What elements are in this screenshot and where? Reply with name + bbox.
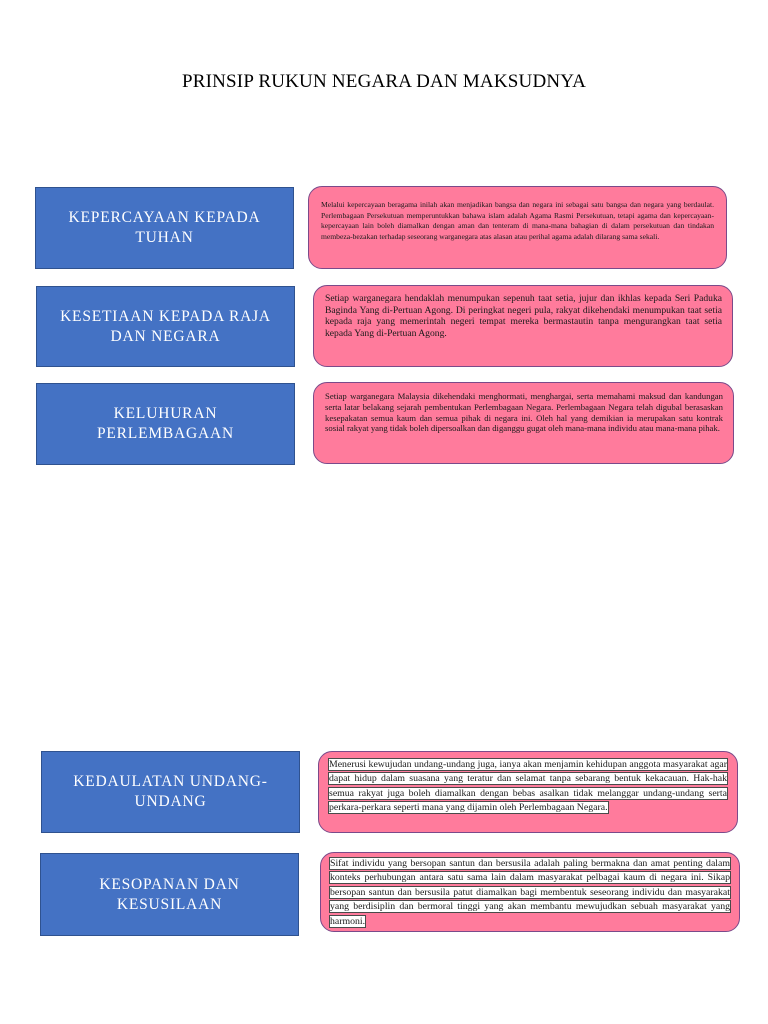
- description-text: Setiap warganegara Malaysia dikehendaki menghormati, menghargai, serta memahami maksud dan kandungan serta latar belakang sejarah pembentukan Perlembagaan Negara. Perlembagaan Negara telah digubal berasaskan kesepakatan semua kaum dan semua pihak di negara ini. Oleh hal yang demikian ia merupakan satu kontrak sosial rakyat yang tidak boleh dipersoalkan dan diganggu gugat oleh mana-mana individu atau mana-mana pihak.: [325, 391, 723, 434]
- principle-box-keluhuran: [36, 383, 295, 465]
- description-box-kepercayaan: [308, 186, 727, 269]
- principle-label: KEPERCAYAAN KEPADA TUHAN: [68, 209, 261, 246]
- description-text: Sifat individu yang bersopan santun dan bersusila adalah paling bermakna dan amat penting dalam konteks perhubungan antara satu sama lain dalam masyarakat pelbagai kaum di negara ini. Sikap bersopan santun dan bersusila patut diamalkan bagi membentuk seseorang individu dan masyarakat yang berdisiplin dan bermoral tinggi yang akan membantu mewujudkan sebuah masyarakat yang harmoni.: [330, 858, 730, 927]
- description-box-kesetiaan: [313, 285, 733, 367]
- principle-box-kesetiaan: [36, 286, 295, 367]
- principle-box-kepercayaan: [35, 187, 294, 269]
- description-text: Setiap warganegara hendaklah menumpukan sepenuh taat setia, jujur dan ikhlas kepada Seri Paduka Baginda Yang di-Pertuan Agong. Di peringkat negeri pula, rakyat dikehendaki menumpukan taat setia kepada raja yang memerintah negeri tempat mereka bermastautin tanpa mengurangkan taat setia kepada Yang di-Pertuan Agong.: [325, 293, 722, 339]
- description-box-keluhuran: [313, 382, 734, 464]
- principle-box-kedaulatan: [41, 751, 300, 833]
- principle-label: KELUHURAN PERLEMBAGAAN: [96, 405, 235, 442]
- page-title: PRINSIP RUKUN NEGARA DAN MAKSUDNYA: [181, 71, 587, 92]
- description-text: Melalui kepercayaan beragama inilah akan menjadikan bangsa dan negara ini sebagai satu bangsa dan negara yang berdaulat. Perlembagaan Persekutuan memperuntukkan bahawa islam adalah Agama Rasmi Persekutuan, tetapi agama dan kepercayaan-kepercayaan lain boleh diamalkan dengan aman dan tenteram di mana-mana bahagian di dalam persekutuan dan tindakan membeza-bezakan terhadap seseorang warganegara atas alasan atau perihal agama adalah dilarang sama sekali.: [321, 200, 714, 241]
- principle-label: KEDAULATAN UNDANG-UNDANG: [73, 773, 268, 810]
- description-box-kedaulatan: [318, 751, 738, 833]
- principle-label: KESOPANAN DAN KESUSILAAN: [99, 875, 240, 913]
- principle-label: KESETIAAN KEPADA RAJA DAN NEGARA: [60, 307, 271, 345]
- description-box-kesopanan: [320, 852, 740, 932]
- description-text: Menerusi kewujudan undang-undang juga, ianya akan menjamin kehidupan anggota masyarakat agar dapat hidup dalam suasana yang teratur dan selamat tanpa sebarang bentuk kekacauan. Hak-hak semua rakyat juga boleh diamalkan dengan bebas asalkan tidak melanggar undang-undang serta perkara-perkara seperti mana yang dijamin oleh Perlembagaan Negara.: [329, 759, 727, 814]
- principle-box-kesopanan: [40, 853, 299, 936]
